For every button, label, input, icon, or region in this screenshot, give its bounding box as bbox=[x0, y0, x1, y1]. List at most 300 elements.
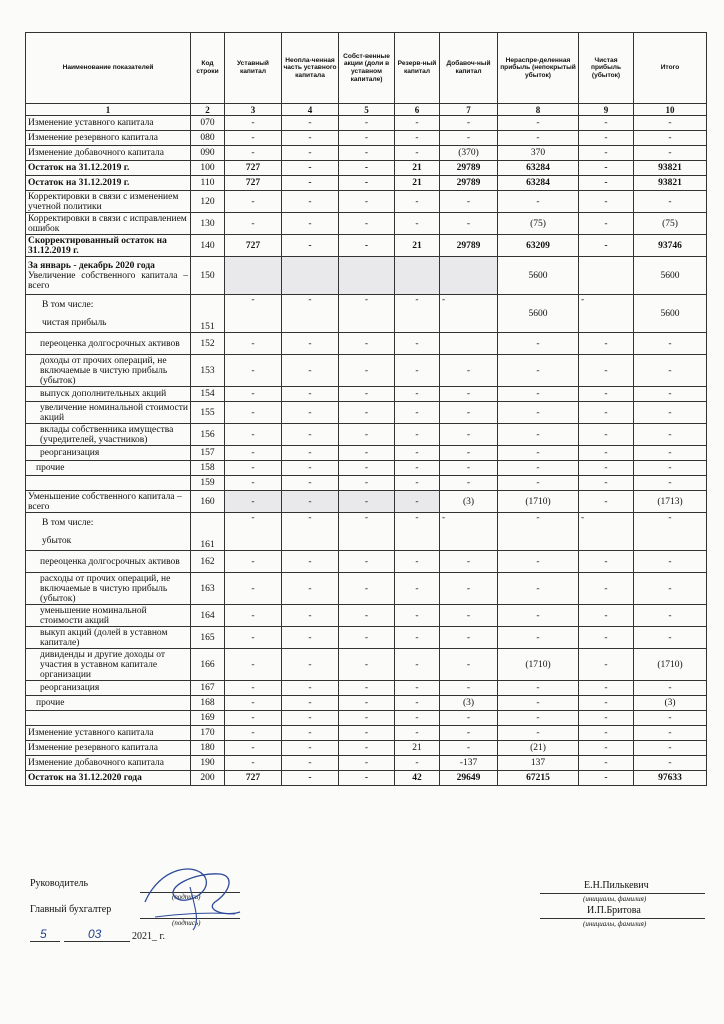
row-code: 100 bbox=[191, 161, 225, 176]
row-code: 162 bbox=[191, 551, 225, 573]
value-cell bbox=[498, 513, 579, 551]
value-cell: - bbox=[498, 696, 579, 711]
row-label bbox=[26, 726, 191, 741]
value-cell: - bbox=[395, 146, 440, 161]
row-code: 167 bbox=[191, 681, 225, 696]
value-cell: - bbox=[579, 387, 634, 402]
value-cell: - bbox=[579, 402, 634, 424]
value-cell: - bbox=[225, 191, 282, 213]
value-cell: - bbox=[282, 649, 339, 681]
value-cell bbox=[440, 295, 498, 333]
table-row bbox=[26, 295, 707, 333]
row-label-text: реорганизация bbox=[40, 448, 100, 458]
value-cell: - bbox=[282, 161, 339, 176]
row-code: 165 bbox=[191, 627, 225, 649]
value-top: - bbox=[364, 513, 369, 523]
table-row bbox=[26, 491, 707, 513]
value-cell: - bbox=[634, 681, 707, 696]
value-cell bbox=[282, 513, 339, 551]
value-cell bbox=[440, 333, 498, 355]
table-row bbox=[26, 771, 707, 786]
value-cell: - bbox=[440, 476, 498, 491]
value-cell: - bbox=[395, 387, 440, 402]
value-cell: - bbox=[579, 627, 634, 649]
row-label bbox=[26, 131, 191, 146]
value-top: - bbox=[536, 513, 540, 523]
value-cell: - bbox=[579, 756, 634, 771]
table-row bbox=[26, 513, 707, 551]
row-code: 180 bbox=[191, 741, 225, 756]
value-cell: - bbox=[282, 756, 339, 771]
value-cell: - bbox=[282, 491, 339, 513]
value-cell: - bbox=[440, 726, 498, 741]
value-cell: 137 bbox=[498, 756, 579, 771]
table-row bbox=[26, 176, 707, 191]
value-cell: - bbox=[498, 333, 579, 355]
value-cell: - bbox=[498, 573, 579, 605]
header-own-shares: Собст-венные акции (доли в уставном капитале) bbox=[339, 33, 395, 104]
value-cell: - bbox=[339, 771, 395, 786]
row-label-text: Скорректированный остаток на 31.12.2019 г. bbox=[28, 235, 167, 256]
table-row bbox=[26, 627, 707, 649]
value-cell: - bbox=[395, 131, 440, 146]
value-cell: - bbox=[395, 476, 440, 491]
value-cell: - bbox=[339, 333, 395, 355]
value-cell bbox=[440, 257, 498, 295]
row-code: 130 bbox=[191, 213, 225, 235]
header-retained-earnings: Нераспре-деленная прибыль (непокрытый убыток) bbox=[498, 33, 579, 104]
value-cell: - bbox=[579, 726, 634, 741]
value-cell: - bbox=[282, 402, 339, 424]
row-code: 070 bbox=[191, 116, 225, 131]
including-label: В том числе: bbox=[42, 299, 94, 310]
row-code: 090 bbox=[191, 146, 225, 161]
table-row bbox=[26, 476, 707, 491]
row-label-text: Изменение добавочного капитала bbox=[28, 148, 164, 158]
accountant-label: Главный бухгалтер bbox=[30, 904, 112, 915]
value-cell: 29649 bbox=[440, 771, 498, 786]
value-cell: (3) bbox=[440, 491, 498, 513]
value-cell: - bbox=[440, 649, 498, 681]
table-row bbox=[26, 191, 707, 213]
table-row bbox=[26, 711, 707, 726]
row-code: 170 bbox=[191, 726, 225, 741]
value-cell: - bbox=[339, 387, 395, 402]
row-label-text: уменьшение номинальной стоимости акций bbox=[40, 605, 147, 626]
col-num: 2 bbox=[191, 104, 225, 116]
row-label bbox=[26, 741, 191, 756]
row-label-text: Остаток на 31.12.2019 г. bbox=[28, 163, 130, 173]
value-cell bbox=[395, 295, 440, 333]
value-cell: - bbox=[498, 476, 579, 491]
accountant-name-line bbox=[540, 918, 705, 919]
value-cell: - bbox=[282, 461, 339, 476]
table-row bbox=[26, 726, 707, 741]
row-label bbox=[26, 605, 191, 627]
value-top: - bbox=[308, 513, 312, 523]
row-code: 156 bbox=[191, 424, 225, 446]
row-code: 159 bbox=[191, 476, 225, 491]
table-row bbox=[26, 446, 707, 461]
value-cell: - bbox=[225, 116, 282, 131]
row-label-text: доходы от прочих операций, не включаемые в чистую прибыль (убыток) bbox=[40, 355, 168, 386]
row-code: 110 bbox=[191, 176, 225, 191]
value-cell: (3) bbox=[440, 696, 498, 711]
value-top: - bbox=[442, 295, 446, 305]
row-code: 169 bbox=[191, 711, 225, 726]
value-cell: - bbox=[282, 424, 339, 446]
col-num: 5 bbox=[339, 104, 395, 116]
value-cell: 93746 bbox=[634, 235, 707, 257]
row-label-text: чистая прибыль bbox=[42, 317, 107, 328]
table-header-row bbox=[26, 33, 707, 104]
value-cell: - bbox=[395, 627, 440, 649]
value-cell: 21 bbox=[395, 161, 440, 176]
value-cell: - bbox=[225, 605, 282, 627]
value-cell bbox=[498, 295, 579, 333]
value-cell bbox=[395, 513, 440, 551]
value-cell: 42 bbox=[395, 771, 440, 786]
value-cell: 29789 bbox=[440, 176, 498, 191]
value-cell: 93821 bbox=[634, 176, 707, 191]
value-cell bbox=[339, 257, 395, 295]
value-cell: - bbox=[440, 711, 498, 726]
table-row bbox=[26, 355, 707, 387]
value-cell: - bbox=[440, 573, 498, 605]
value-top: - bbox=[251, 513, 255, 523]
value-cell: (21) bbox=[498, 741, 579, 756]
row-label-text: убыток bbox=[42, 535, 72, 546]
value-cell: - bbox=[225, 402, 282, 424]
value-cell: - bbox=[395, 573, 440, 605]
value-cell: (1710) bbox=[498, 491, 579, 513]
value-cell: 63284 bbox=[498, 161, 579, 176]
value-cell: - bbox=[579, 605, 634, 627]
row-label bbox=[26, 491, 191, 513]
value-cell: - bbox=[225, 333, 282, 355]
row-label-text: вклады собственника имущества (учредителей, участников) bbox=[40, 424, 174, 445]
row-code: 200 bbox=[191, 771, 225, 786]
value-cell: 727 bbox=[225, 235, 282, 257]
value-cell: - bbox=[634, 551, 707, 573]
value-cell: - bbox=[498, 355, 579, 387]
value-cell: - bbox=[634, 711, 707, 726]
capital-changes-table bbox=[25, 32, 707, 786]
row-label-text: Остаток на 31.12.2020 года bbox=[28, 773, 142, 783]
row-code: 158 bbox=[191, 461, 225, 476]
col-num: 1 bbox=[26, 104, 191, 116]
value-cell: - bbox=[395, 424, 440, 446]
value-cell: - bbox=[339, 649, 395, 681]
value-cell: - bbox=[225, 213, 282, 235]
value-cell: - bbox=[225, 131, 282, 146]
value-cell: - bbox=[282, 191, 339, 213]
value-cell: - bbox=[282, 681, 339, 696]
value-cell bbox=[634, 295, 707, 333]
value-cell: - bbox=[282, 573, 339, 605]
row-code: 150 bbox=[191, 257, 225, 295]
value-cell: - bbox=[579, 176, 634, 191]
value-cell: - bbox=[225, 681, 282, 696]
value-cell: - bbox=[498, 726, 579, 741]
header-name: Наименование показателей bbox=[26, 33, 191, 104]
signature-scribble bbox=[135, 862, 245, 932]
value-cell: - bbox=[282, 627, 339, 649]
value-cell: - bbox=[395, 756, 440, 771]
row-label bbox=[26, 627, 191, 649]
value-cell: - bbox=[282, 355, 339, 387]
col-num: 10 bbox=[634, 104, 707, 116]
row-label bbox=[26, 771, 191, 786]
value-cell: - bbox=[498, 387, 579, 402]
table-row bbox=[26, 146, 707, 161]
head-initials-hint: (инициалы, фамилия) bbox=[583, 895, 647, 903]
table-row bbox=[26, 649, 707, 681]
value-cell: - bbox=[440, 551, 498, 573]
value-cell: - bbox=[225, 387, 282, 402]
value-cell: - bbox=[634, 476, 707, 491]
row-label bbox=[26, 461, 191, 476]
value-cell: - bbox=[579, 446, 634, 461]
row-label-text: выкуп акций (долей в уставном капитале) bbox=[40, 627, 168, 648]
value-cell: - bbox=[440, 402, 498, 424]
value-cell: - bbox=[339, 551, 395, 573]
row-label bbox=[26, 333, 191, 355]
row-label bbox=[26, 191, 191, 213]
row-code: 168 bbox=[191, 696, 225, 711]
value-cell: 727 bbox=[225, 176, 282, 191]
row-label-text: Изменение резервного капитала bbox=[28, 133, 158, 143]
row-code: 161 bbox=[191, 513, 225, 551]
value-cell: - bbox=[440, 681, 498, 696]
value-cell: - bbox=[225, 446, 282, 461]
header-additional-capital: Добавоч-ный капитал bbox=[440, 33, 498, 104]
value-cell: - bbox=[339, 711, 395, 726]
value-cell: - bbox=[634, 131, 707, 146]
value-top: - bbox=[668, 513, 672, 523]
value-cell: - bbox=[339, 191, 395, 213]
value-cell: - bbox=[339, 402, 395, 424]
row-label-text: Корректировки в связи с изменением учетной политики bbox=[28, 191, 179, 212]
date-month: 03 bbox=[88, 927, 102, 941]
header-code: Код строки bbox=[191, 33, 225, 104]
value-cell: 97633 bbox=[634, 771, 707, 786]
table-row bbox=[26, 573, 707, 605]
row-label bbox=[26, 649, 191, 681]
value-cell: - bbox=[498, 627, 579, 649]
value-cell: - bbox=[440, 446, 498, 461]
accountant-sign-hint: (подпись) bbox=[172, 919, 201, 927]
value-cell: 5600 bbox=[498, 257, 579, 295]
table-row bbox=[26, 235, 707, 257]
table-row bbox=[26, 257, 707, 295]
row-code: 155 bbox=[191, 402, 225, 424]
row-label-text: Изменение резервного капитала bbox=[28, 743, 158, 753]
table-row bbox=[26, 333, 707, 355]
row-label-text: переоценка долгосрочных активов bbox=[40, 338, 180, 349]
row-code: 160 bbox=[191, 491, 225, 513]
table-row bbox=[26, 696, 707, 711]
value-cell bbox=[579, 295, 634, 333]
value-cell: - bbox=[498, 116, 579, 131]
value-cell: - bbox=[225, 355, 282, 387]
table-row bbox=[26, 756, 707, 771]
value-cell: - bbox=[225, 551, 282, 573]
value-cell: 93821 bbox=[634, 161, 707, 176]
value-cell: - bbox=[395, 491, 440, 513]
value-cell: - bbox=[339, 681, 395, 696]
row-label bbox=[26, 696, 191, 711]
value-bottom: 5600 bbox=[528, 309, 548, 319]
row-label bbox=[26, 424, 191, 446]
table-row bbox=[26, 741, 707, 756]
value-cell: - bbox=[498, 551, 579, 573]
row-code: 140 bbox=[191, 235, 225, 257]
row-code: 153 bbox=[191, 355, 225, 387]
date-month-line bbox=[64, 941, 130, 942]
value-cell: - bbox=[225, 146, 282, 161]
value-cell: - bbox=[339, 726, 395, 741]
value-cell: - bbox=[579, 116, 634, 131]
row-label bbox=[26, 257, 191, 295]
row-code: 151 bbox=[191, 295, 225, 333]
value-cell: - bbox=[579, 146, 634, 161]
value-cell: (1710) bbox=[498, 649, 579, 681]
value-top: - bbox=[364, 295, 369, 305]
value-cell: - bbox=[634, 146, 707, 161]
value-cell: (370) bbox=[440, 146, 498, 161]
value-cell: - bbox=[395, 649, 440, 681]
value-cell: (75) bbox=[634, 213, 707, 235]
value-cell: - bbox=[225, 627, 282, 649]
value-cell: 29789 bbox=[440, 235, 498, 257]
row-label-text: Изменение добавочного капитала bbox=[28, 758, 164, 768]
row-label-text: прочие bbox=[36, 463, 65, 473]
value-cell: 67215 bbox=[498, 771, 579, 786]
value-cell: (1710) bbox=[634, 649, 707, 681]
value-cell: - bbox=[579, 573, 634, 605]
value-cell: 370 bbox=[498, 146, 579, 161]
value-cell: - bbox=[339, 146, 395, 161]
value-bottom: 5600 bbox=[660, 309, 680, 319]
value-cell: - bbox=[634, 191, 707, 213]
value-cell: - bbox=[498, 424, 579, 446]
col-num: 6 bbox=[395, 104, 440, 116]
date-year: 2021_ г. bbox=[132, 931, 165, 942]
value-cell bbox=[282, 295, 339, 333]
value-cell: - bbox=[225, 726, 282, 741]
row-label bbox=[26, 116, 191, 131]
value-cell: - bbox=[339, 605, 395, 627]
value-cell bbox=[339, 295, 395, 333]
value-cell: - bbox=[440, 213, 498, 235]
table-row bbox=[26, 461, 707, 476]
value-cell: - bbox=[634, 726, 707, 741]
value-cell: 21 bbox=[395, 176, 440, 191]
head-label: Руководитель bbox=[30, 878, 89, 889]
value-cell: - bbox=[395, 461, 440, 476]
value-cell: - bbox=[339, 461, 395, 476]
value-cell: - bbox=[282, 446, 339, 461]
row-label bbox=[26, 551, 191, 573]
value-cell: 21 bbox=[395, 235, 440, 257]
value-cell: - bbox=[282, 387, 339, 402]
value-cell: - bbox=[282, 213, 339, 235]
value-cell: - bbox=[282, 146, 339, 161]
value-cell: - bbox=[579, 649, 634, 681]
value-cell: - bbox=[395, 191, 440, 213]
value-cell: 63209 bbox=[498, 235, 579, 257]
value-cell: - bbox=[395, 711, 440, 726]
value-cell: 29789 bbox=[440, 161, 498, 176]
value-cell: - bbox=[225, 756, 282, 771]
col-num: 3 bbox=[225, 104, 282, 116]
column-number-row bbox=[26, 104, 707, 116]
value-top: - bbox=[308, 295, 312, 305]
header-reserve-capital: Резерв-ный капитал bbox=[395, 33, 440, 104]
value-cell bbox=[225, 257, 282, 295]
value-cell: - bbox=[440, 355, 498, 387]
header-charter-capital: Уставный капитал bbox=[225, 33, 282, 104]
header-total: Итого bbox=[634, 33, 707, 104]
value-cell: - bbox=[440, 741, 498, 756]
value-cell: - bbox=[498, 681, 579, 696]
value-cell: - bbox=[339, 176, 395, 191]
date-day: 5 bbox=[40, 927, 47, 941]
row-label-text: переоценка долгосрочных активов bbox=[40, 556, 180, 567]
row-label-text: прочие bbox=[36, 698, 65, 708]
row-label bbox=[26, 402, 191, 424]
value-cell: - bbox=[634, 461, 707, 476]
value-cell: - bbox=[498, 191, 579, 213]
value-cell: - bbox=[339, 355, 395, 387]
value-cell: - bbox=[634, 387, 707, 402]
value-cell: - bbox=[579, 741, 634, 756]
table-row bbox=[26, 681, 707, 696]
value-cell: 727 bbox=[225, 161, 282, 176]
value-cell: - bbox=[395, 446, 440, 461]
period-heading: За январь - декабрь 2020 года bbox=[28, 260, 155, 271]
value-cell: (3) bbox=[634, 696, 707, 711]
value-top: - bbox=[415, 513, 419, 523]
value-cell: - bbox=[225, 424, 282, 446]
col-num: 9 bbox=[579, 104, 634, 116]
value-cell: - bbox=[579, 235, 634, 257]
row-label-text: Корректировки в связи с исправлением ошибок bbox=[28, 213, 187, 234]
row-label bbox=[26, 387, 191, 402]
value-cell: - bbox=[634, 446, 707, 461]
row-label-text: выпуск дополнительных акций bbox=[40, 389, 167, 399]
value-cell bbox=[395, 257, 440, 295]
header-unpaid-capital: Неопла-ченная часть уставного капитала bbox=[282, 33, 339, 104]
value-cell bbox=[579, 257, 634, 295]
value-cell: - bbox=[282, 333, 339, 355]
table-row bbox=[26, 387, 707, 402]
value-cell: - bbox=[339, 213, 395, 235]
value-cell: - bbox=[579, 491, 634, 513]
including-label: В том числе: bbox=[42, 517, 94, 528]
row-label-text: расходы от прочих операций, не включаемые в чистую прибыль (убыток) bbox=[40, 573, 171, 604]
value-cell: - bbox=[225, 573, 282, 605]
value-cell: - bbox=[498, 711, 579, 726]
row-label bbox=[26, 513, 191, 551]
value-cell: - bbox=[282, 696, 339, 711]
value-cell: - bbox=[339, 741, 395, 756]
row-label bbox=[26, 176, 191, 191]
value-cell: - bbox=[339, 446, 395, 461]
date-day-line bbox=[30, 941, 60, 942]
value-cell: - bbox=[395, 726, 440, 741]
